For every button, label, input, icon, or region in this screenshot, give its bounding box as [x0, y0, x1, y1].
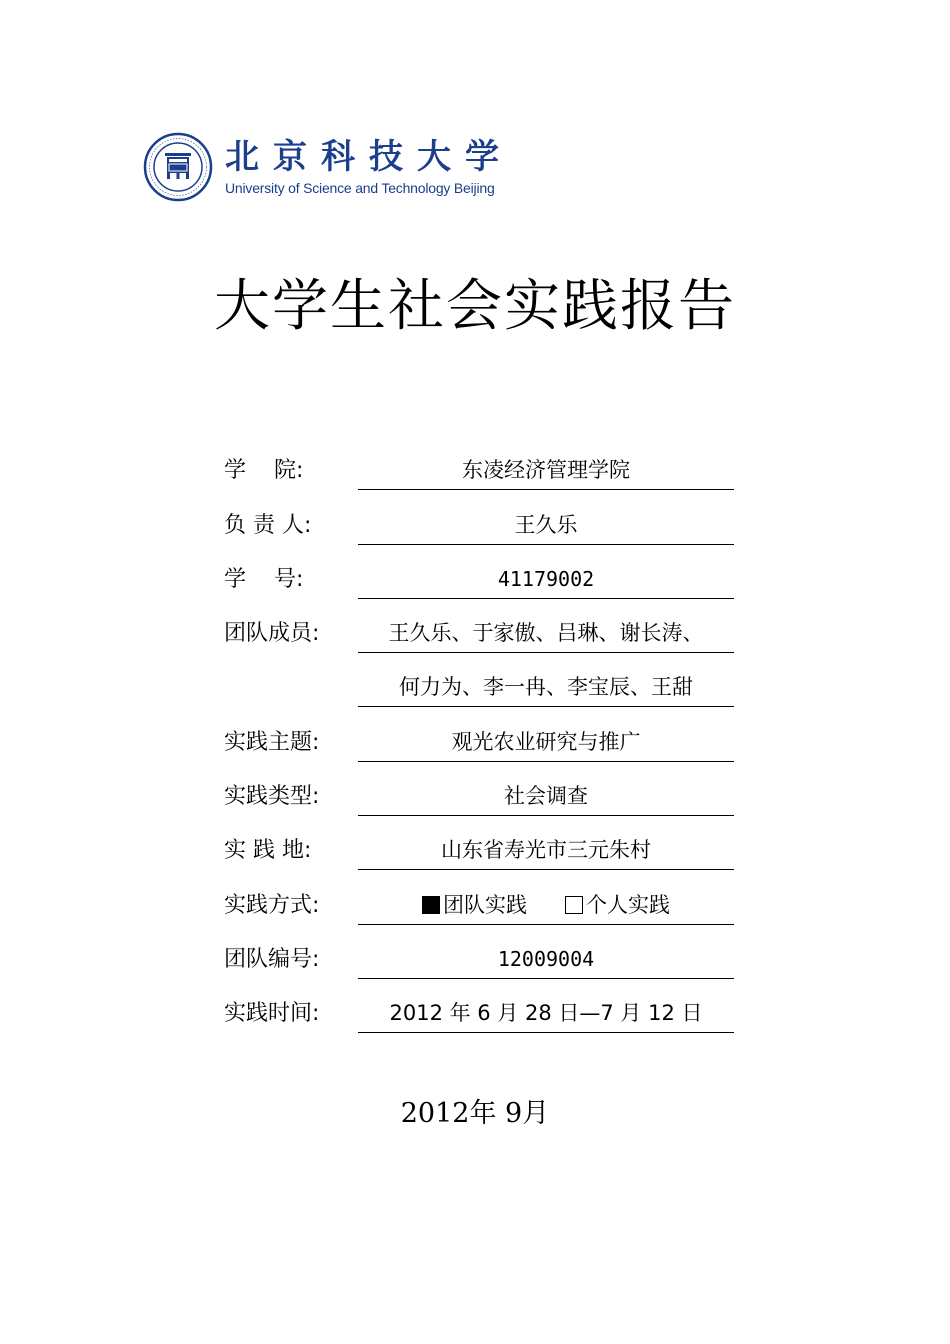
members-row: [224, 599, 734, 653]
topic-row: [224, 707, 734, 761]
members-label-spacer: [224, 703, 358, 707]
members-label: 团队成员:: [224, 621, 320, 647]
team-checkbox-checked-icon[interactable]: [422, 896, 440, 914]
student-id-label: 学 号:: [224, 566, 304, 592]
report-title: 大学生社会实践报告: [214, 274, 736, 339]
individual-checkbox-unchecked-icon[interactable]: [565, 896, 583, 914]
team-option-label: 团队实践: [443, 892, 527, 917]
university-seal-icon: [143, 132, 213, 202]
university-logo: [143, 132, 513, 202]
logo-chinese-name: 北京科技大学: [225, 137, 513, 177]
type-value: 社会调查: [358, 781, 734, 816]
report-info-form: [224, 436, 734, 1033]
student-id-row: [224, 545, 734, 599]
members-row-continued: [224, 653, 734, 707]
mode-label: 实践方式:: [224, 892, 320, 918]
college-label: 学 院:: [224, 458, 304, 484]
mode-options: [358, 890, 734, 925]
location-value: 山东省寿光市三元朱村: [358, 835, 734, 870]
period-row: [224, 979, 734, 1033]
period-value: 2012 年 6 月 28 日—7 月 12 日: [358, 998, 734, 1033]
logo-english-name: University of Science and Technology Beijing: [225, 180, 495, 196]
leader-row: [224, 490, 734, 544]
leader-value: 王久乐: [358, 510, 734, 545]
individual-option-label: 个人实践: [586, 892, 670, 917]
type-label: 实践类型:: [224, 784, 320, 810]
topic-label: 实践主题:: [224, 729, 320, 755]
college-row: [224, 436, 734, 490]
type-row: [224, 762, 734, 816]
leader-label: 负 责 人:: [224, 512, 312, 538]
team-no-value: 12009004: [358, 944, 734, 979]
location-label: 实 践 地:: [224, 838, 312, 864]
team-no-label: 团队编号:: [224, 946, 320, 972]
college-value: 东凌经济管理学院: [358, 455, 734, 490]
topic-value: 观光农业研究与推广: [358, 727, 734, 762]
members-value-line1: 王久乐、于家傲、吕琳、谢长涛、: [358, 618, 734, 653]
period-label: 实践时间:: [224, 1001, 320, 1027]
location-row: [224, 816, 734, 870]
report-date: 2012年 9月: [400, 1098, 550, 1129]
team-no-row: [224, 925, 734, 979]
student-id-value: 41179002: [358, 564, 734, 599]
mode-row: [224, 870, 734, 924]
members-value-line2: 何力为、李一冉、李宝辰、王甜: [358, 672, 734, 707]
